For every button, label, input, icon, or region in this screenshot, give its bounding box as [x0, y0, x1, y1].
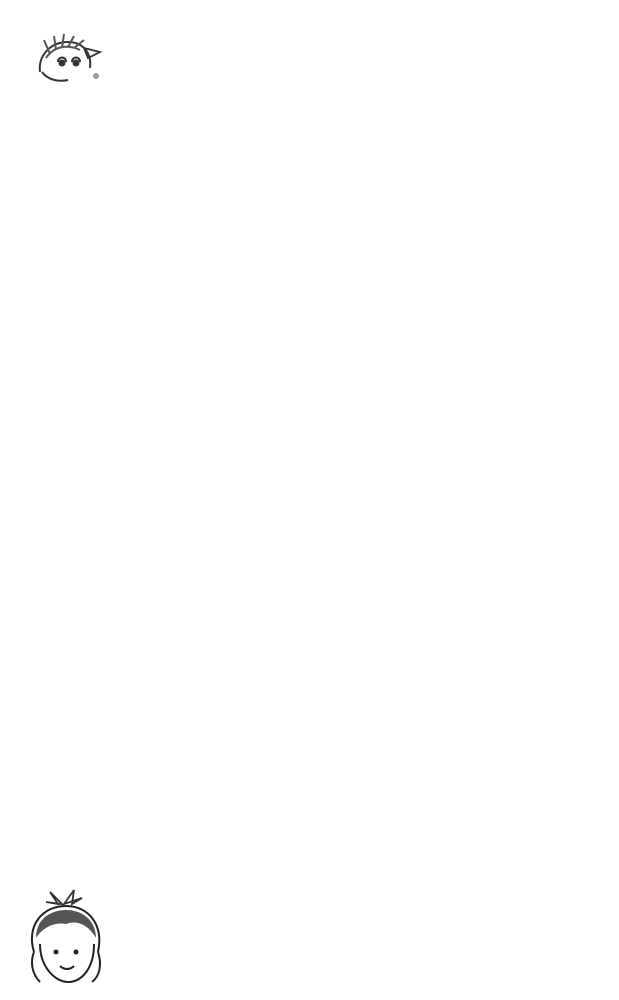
girl-head-icon: [28, 28, 108, 98]
girl-face-icon: [22, 882, 112, 992]
